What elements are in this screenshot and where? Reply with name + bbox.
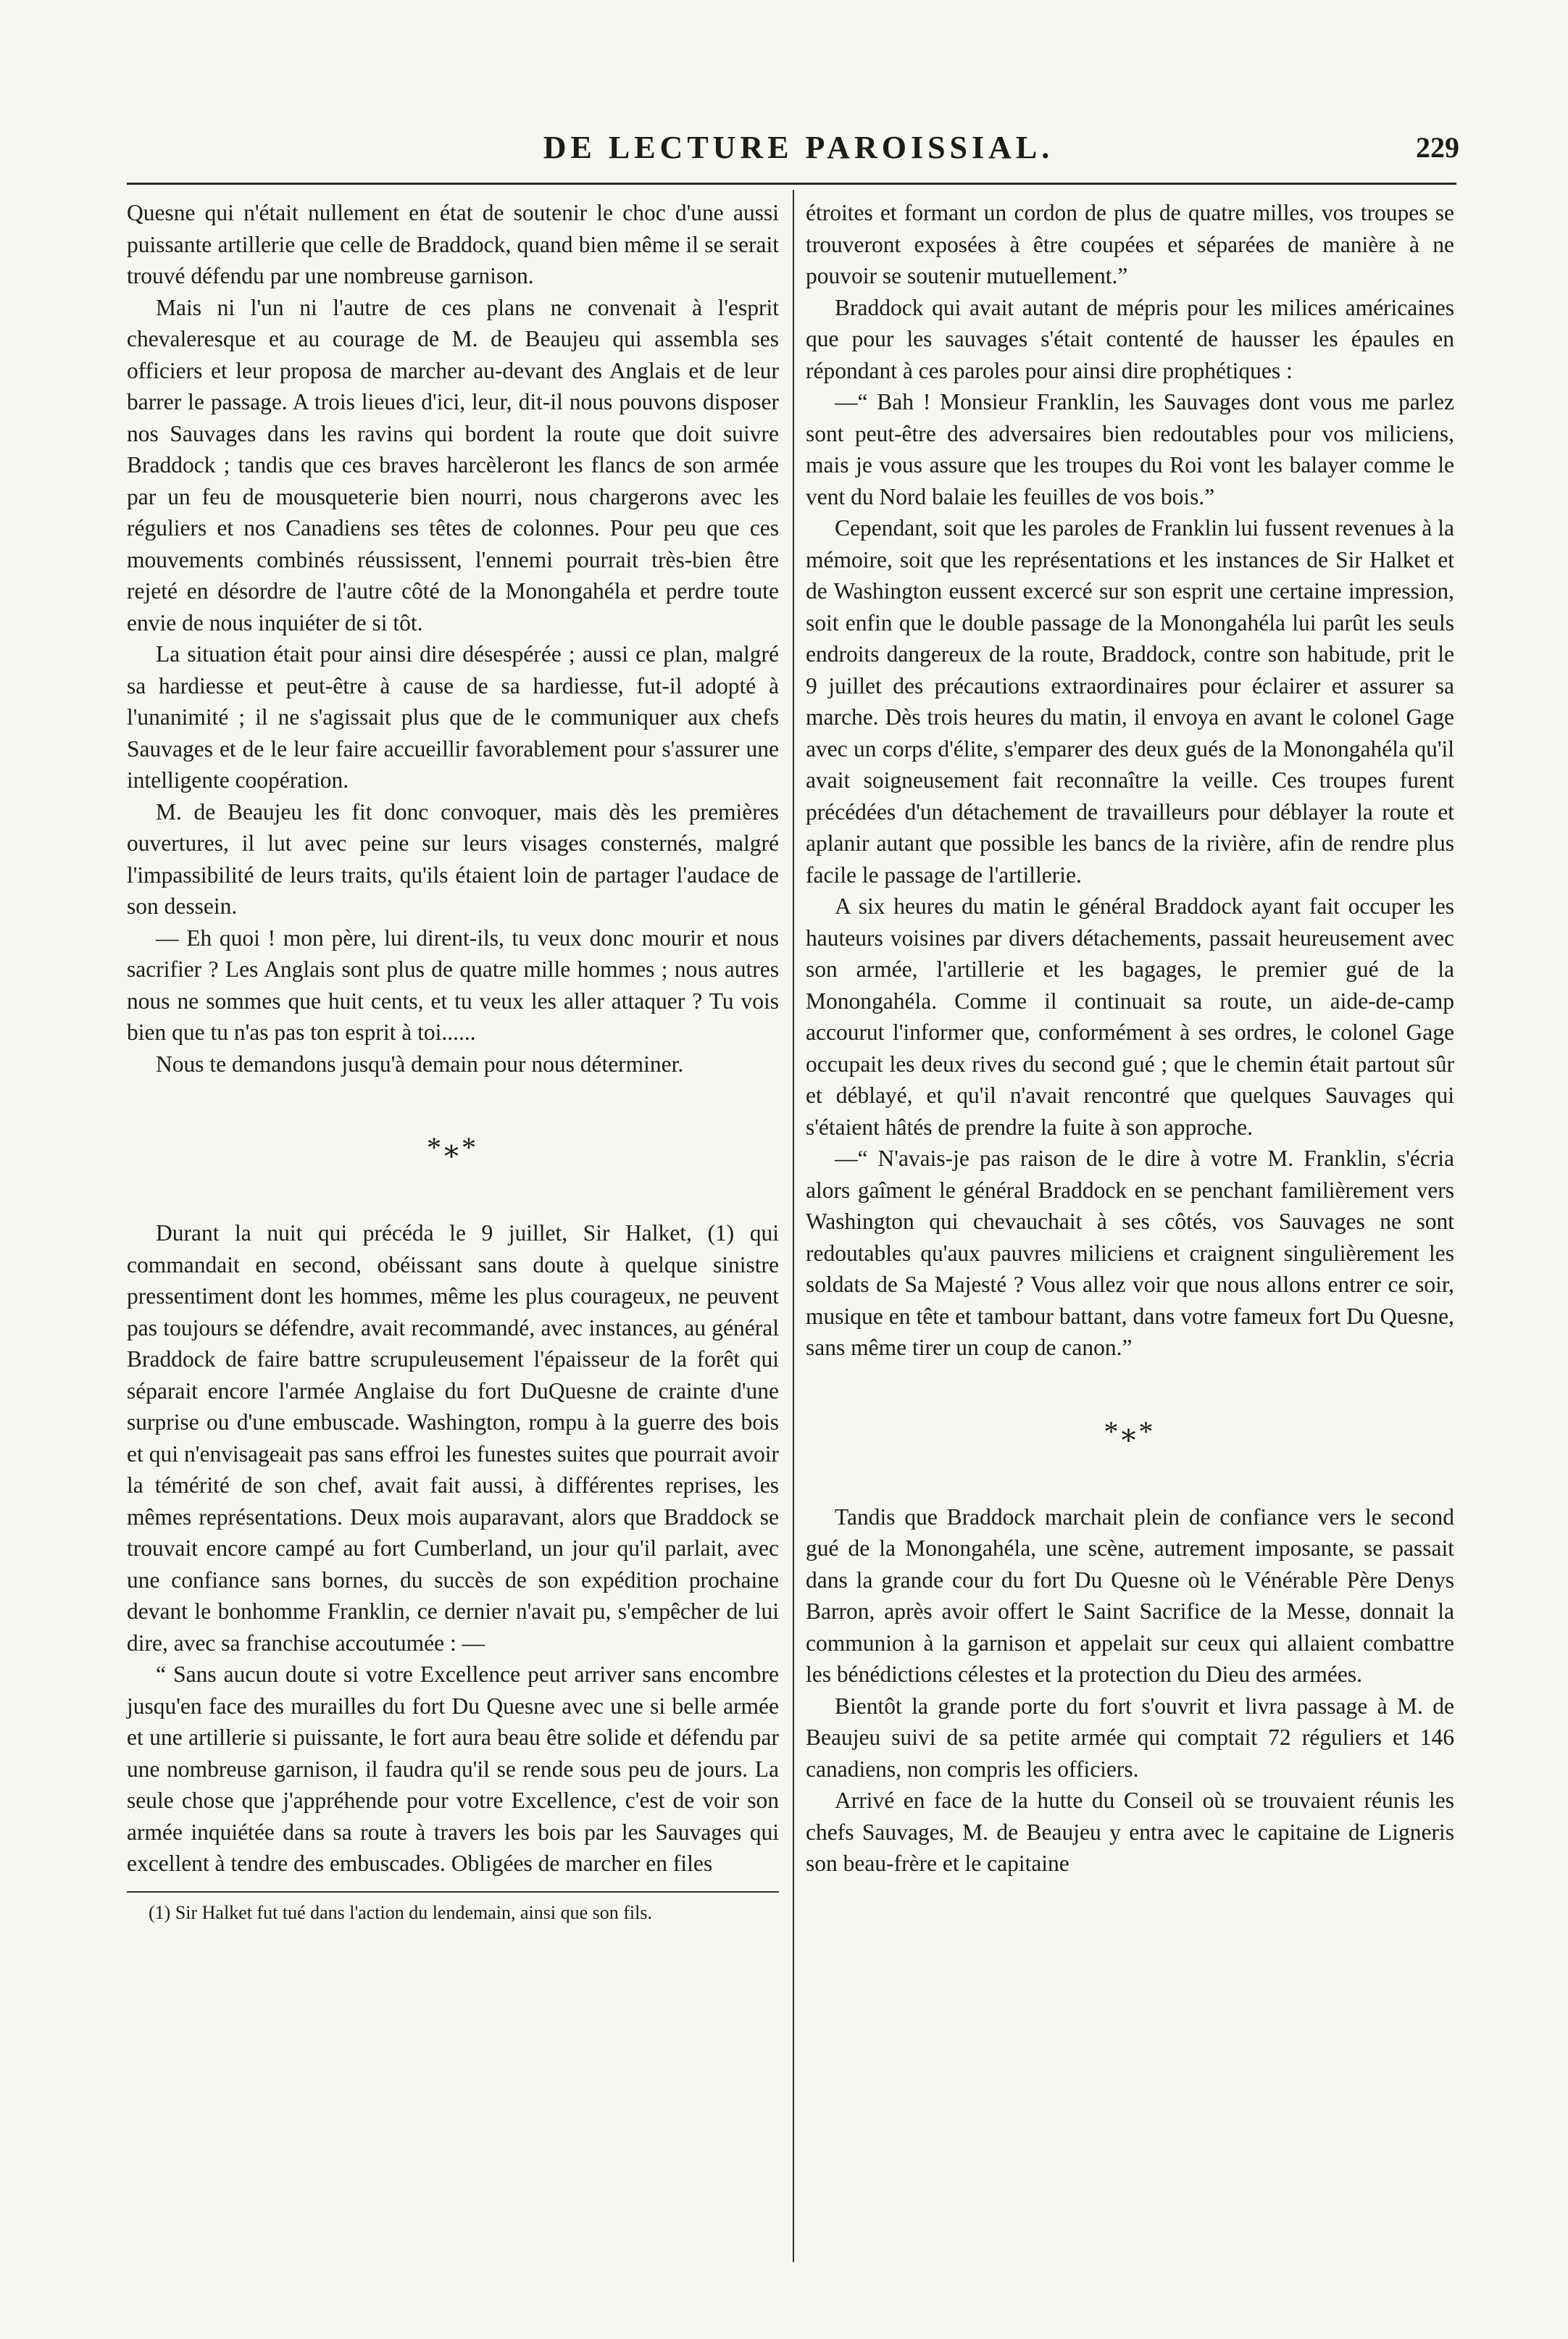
paragraph: M. de Beaujeu les fit donc convoquer, mais dès les premières ouvertures, il lut avec peine sur leurs visages consternés, malgré l'impassibilité de leurs traits, qu'ils étaient loin de partager l'audace de son dessein. [127, 799, 779, 919]
paragraph: A six heures du matin le général Braddock ayant fait occuper les hauteurs voisines par divers détachements, passait heureusement avec son armée, l'artillerie et les bagages, le premier gué de la Monongahéla. Comme il continuait sa route, un aide-de-camp accourut l'informer que, conformément à ses ordres, le colonel Gage occupait les deux rives du second gué ; que le chemin était partout sûr et déblayé, et qu'il n'avait rencontré que quelques Sauvages qui s'étaient hâtés de prendre la fuite à son approche. [806, 893, 1454, 1140]
running-header [138, 129, 1459, 170]
header-rule [127, 183, 1456, 185]
footnote-rule [127, 1891, 779, 1893]
section-ornament: *⁎* [1104, 1414, 1156, 1448]
right-column [806, 197, 1454, 1880]
paragraph: Mais ni l'un ni l'autre de ces plans ne convenait à l'esprit chevaleresque et au courage de M. de Beaujeu qui assembla ses officiers et leur proposa de marcher au-devant des Anglais et de leur barrer le passage. A trois lieues d'ici, leur, dit-il nous pouvons disposer nos Sauvages dans les ravins qui bordent la route que doit suivre Braddock ; tandis que ces braves harcèleront les flancs de son armée par un feu de mousqueterie bien nourri, nous chargerons avec les réguliers et nos Canadiens ses têtes de colonnes. Pour peu que ces mouvements combinés réussissent, l'ennemi pourrait très-bien être rejeté en désordre de l'autre côté de la Monongahéla et perdre toute envie de nous inquiéter de si tôt. [127, 294, 779, 635]
paragraph: —“ N'avais-je pas raison de le dire à votre M. Franklin, s'écria alors gaîment le général Braddock en se penchant familièrement vers Washington qui chevauchait à ses côtés, vos Sauvages ne sont redoutables qu'aux pauvres miliciens et craignent singulièrement les soldats de Sa Majesté ? Vous allez voir que nous allons entrer ce soir, musique en tête et tambour battant, dans votre fameux fort Du Quesne, sans même tirer un coup de canon.” [806, 1146, 1454, 1360]
footnote: (1) Sir Halket fut tué dans l'action du lendemain, ainsi que son fils. [149, 1901, 652, 1923]
paragraph: Nous te demandons jusqu'à demain pour nous déterminer. [156, 1051, 684, 1077]
paragraph: “ Sans aucun doute si votre Excellence peut arriver sans encombre jusqu'en face des murailles du fort Du Quesne avec une si belle armée et une artillerie si puissante, le fort aura beau être solide et défendu par une nombreuse garnison, il faudra qu'il se rende sous peu de jours. La seule chose que j'appréhende pour votre Excellence, c'est de voir son armée inquiétée dans sa route à travers les bois par les Sauvages qui excellent à tendre des embuscades. Obligées de marcher en files [127, 1662, 779, 1876]
paragraph: Quesne qui n'était nullement en état de soutenir le choc d'une aussi puissante artillerie que celle de Braddock, quand bien même il se serait trouvé défendu par une nombreuse garnison. [127, 200, 779, 288]
paragraph: Braddock qui avait autant de mépris pour les milices américaines que pour les sauvages s'était contenté de hausser les épaules en répondant à ces paroles pour ainsi dire prophétiques : [806, 294, 1454, 383]
column-divider [793, 190, 794, 2262]
paragraph: — Eh quoi ! mon père, lui dirent-ils, tu veux donc mourir et nous sacrifier ? Les Anglais sont plus de quatre mille hommes ; nous autres nous ne sommes que huit cents, et tu veux les aller attaquer ? Tu vois bien que tu n'as pas ton esprit à toi...... [127, 925, 779, 1045]
paragraph: Bientôt la grande porte du fort s'ouvrit et livra passage à M. de Beaujeu suivi de sa petite armée qui comptait 72 réguliers et 146 canadiens, non compris les officiers. [806, 1693, 1454, 1782]
section-ornament: *⁎* [427, 1131, 479, 1164]
paragraph: Durant la nuit qui précéda le 9 juillet, Sir Halket, (1) qui commandait en second, obéissant sans doute à quelque sinistre pressentiment dont les hommes, même les plus courageux, ne peuvent pas toujours se défendre, avait recommandé, avec instances, au général Braddock de faire battre scrupuleusement l'épaisseur de la forêt qui séparait encore l'armée Anglaise du fort DuQuesne de crainte d'une surprise ou d'une embuscade. Washington, rompu à la guerre des bois et qui n'envisageait pas sans effroi les funestes suites que pourrait avoir la témérité de son chef, avait fait aussi, à différentes reprises, les mêmes représentations. Deux mois auparavant, alors que Braddock se trouvait encore campé au fort Cumberland, un jour qu'il parlait, avec une confiance sans bornes, du succès de son expédition prochaine devant le bonhomme Franklin, ce dernier n'avait pu, s'empêcher de lui dire, avec sa franchise accoutumée : — [127, 1220, 779, 1656]
paragraph: étroites et formant un cordon de plus de quatre milles, vos troupes se trouveront exposées à être coupées et séparées de manière à ne pouvoir se soutenir mutuellement.” [806, 200, 1454, 288]
paragraph: Arrivé en face de la hutte du Conseil où se trouvaient réunis les chefs Sauvages, M. de Beaujeu y entra avec le capitaine de Ligneris son beau-frère et le capitaine [806, 1788, 1454, 1876]
paragraph: Tandis que Braddock marchait plein de confiance vers le second gué de la Monongahéla, une scène, autrement imposante, se passait dans la grande cour du fort Du Quesne où le Vénérable Père Denys Barron, après avoir offert le Saint Sacrifice de la Messe, donnait la communion à la garnison et appelait sur ceux qui allaient combattre les bénédictions célestes et la protection du Dieu des armées. [806, 1504, 1454, 1687]
left-column [127, 197, 779, 1925]
paragraph: —“ Bah ! Monsieur Franklin, les Sauvages dont vous me parlez sont peut-être des adversaires bien redoutables pour vos miliciens, mais je vous assure que les troupes du Roi vont les balayer comme le vent du Nord balaie les feuilles de vos bois.” [806, 389, 1454, 509]
paragraph: La situation était pour ainsi dire désespérée ; aussi ce plan, malgré sa hardiesse et peut-être à cause de sa hardiesse, fut-il adopté à l'unanimité ; il ne s'agissait plus que de le communiquer aux chefs Sauvages et de le leur faire accueillir favorablement pour s'assurer une intelligente coopération. [127, 641, 779, 793]
paragraph: Cependant, soit que les paroles de Franklin lui fussent revenues à la mémoire, soit que les représentations et les instances de Sir Halket et de Washington eussent excercé sur son esprit une certaine impression, soit enfin que le double passage de la Monongahéla lui parût les seuls endroits dangereux de la route, Braddock, contre son habitude, prit le 9 juillet des précautions extraordinaires pour éclairer et assurer sa marche. Dès trois heures du matin, il envoya en avant le colonel Gage avec un corps d'élite, s'emparer des deux gués de la Monongahéla qu'il avait soigneusement fait reconnaître la veille. Ces troupes furent précédées d'un détachement de travailleurs pour déblayer la route et aplanir autant que possible les bancs de la rivière, afin de rendre plus facile le passage de l'artillerie. [806, 515, 1454, 888]
page-number: 229 [1416, 131, 1459, 164]
header-title: DE LECTURE PAROISSIAL. [543, 130, 1054, 165]
